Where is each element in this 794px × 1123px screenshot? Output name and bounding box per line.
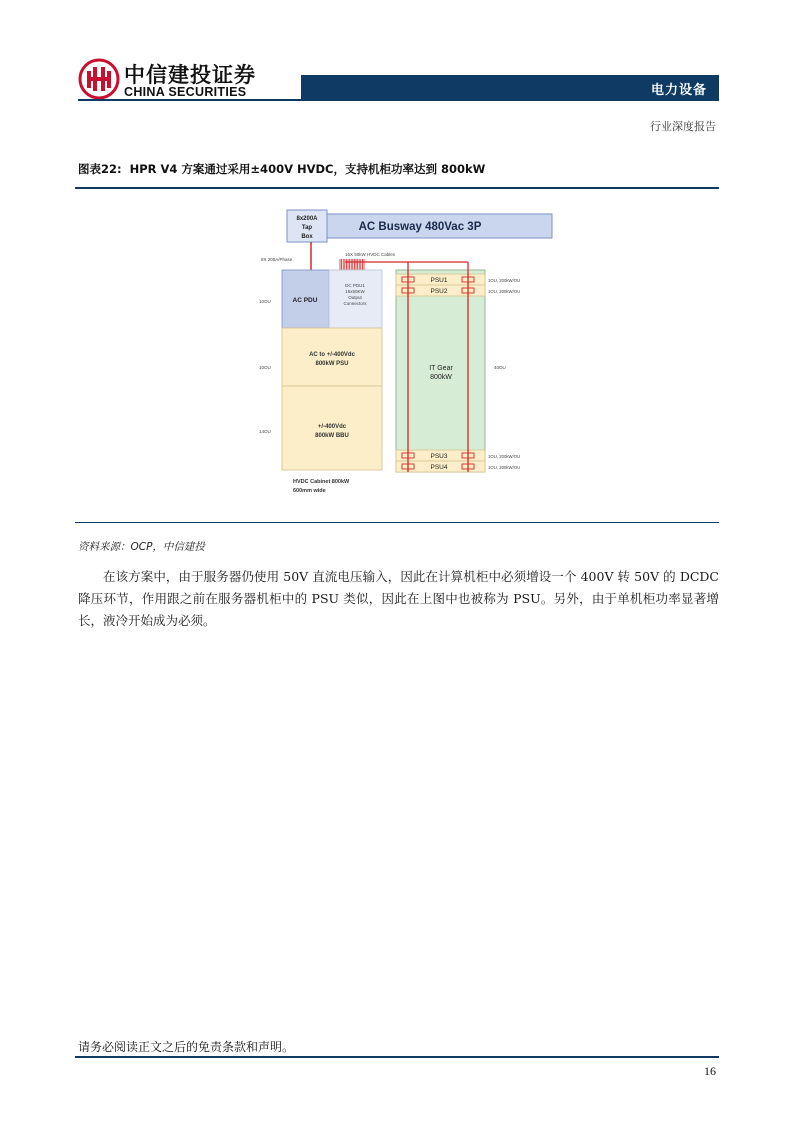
figure-bottom-rule	[75, 522, 719, 523]
ou-label-rack: 40OU	[494, 365, 506, 370]
logo-english-name: CHINA SECURITIES	[124, 85, 247, 99]
body-text	[78, 566, 719, 632]
ac-pdu-label: AC PDU	[292, 297, 318, 304]
hvdc-architecture-diagram	[255, 206, 555, 501]
psu-block-label-1: AC to +/-400Vdc	[309, 352, 355, 358]
tap-box-label-3: Box	[301, 234, 313, 240]
psu-label: PSU2	[430, 288, 448, 296]
tap-box-label-2: Tap	[301, 225, 313, 231]
logo-chinese-name: 中信建投证券	[124, 63, 256, 87]
ou-label-psu: 10OU	[259, 365, 271, 370]
psu-spec-label: 1OU, 200kW/OU	[488, 289, 521, 294]
logo-emblem-icon	[78, 58, 120, 100]
phase-label: 8X 200A/Phase	[261, 257, 293, 262]
header-divider	[78, 99, 719, 101]
psu-row	[396, 450, 520, 461]
section-title: 电力设备	[650, 83, 707, 98]
psu-spec-label: 1OU, 200kW/OU	[488, 278, 521, 283]
report-type: 行业深度报告	[650, 120, 716, 133]
dc-pdu-label-2: 16x50KW	[345, 289, 365, 294]
cables-label: 16X 50kW HVDC Cables	[345, 252, 396, 257]
psu-block-label-2: 800kW PSU	[315, 361, 349, 367]
page-number: 16	[704, 1064, 716, 1078]
psu-label: PSU1	[430, 277, 448, 285]
psu-spec-label: 1OU, 200kW/OU	[488, 465, 521, 470]
psu-row	[396, 274, 520, 285]
psu-spec-label: 1OU, 200kW/OU	[488, 454, 521, 459]
figure-caption: HPR V4 方案通过采用±400V HVDC，支持机柜功率达到 800kW	[129, 162, 486, 176]
bbu-block-label-1: +/-400Vdc	[317, 424, 347, 430]
ou-label-bbu: 14OU	[259, 429, 271, 434]
body-paragraph: 在该方案中，由于服务器仍使用 50V 直流电压输入，因此在计算机柜中必须增设一个 400V 转 50V 的 DCDC 降压环节，作用跟之前在服务器机柜中的 PSU 类似，因此在上图中也被称为 PSU。另外，由于单机柜功率显著增长，液冷开始成为必须。	[78, 569, 719, 628]
psu-label: PSU3	[430, 453, 448, 461]
tap-box-label-1: 8x200A	[296, 216, 318, 222]
dc-pdu-label-4: Connectors	[343, 301, 367, 306]
dc-pdu-label-1: DC PDU1	[345, 283, 365, 288]
psu-row	[396, 461, 520, 472]
busway-label: AC Busway 480Vac 3P	[358, 221, 482, 233]
cabinet-caption-2: 600mm wide	[293, 488, 326, 494]
disclaimer-note: 请务必阅读正文之后的免责条款和声明。	[78, 1040, 295, 1054]
figure-top-rule	[75, 187, 719, 189]
figure-number: 图表22:	[78, 162, 122, 176]
it-gear-label-2: 800kW	[430, 374, 452, 381]
figure-source: 资料来源：OCP，中信建投	[78, 541, 205, 553]
hvdc-connector-comb	[340, 259, 364, 270]
footer-divider	[75, 1056, 719, 1058]
it-gear-label-1: IT Gear	[429, 365, 453, 372]
dc-pdu-label-3: Output	[348, 295, 362, 300]
ou-label-pdu: 10OU	[259, 299, 271, 304]
cabinet-caption-1: HVDC Cabinet 800kW	[293, 479, 350, 485]
figure-title	[78, 161, 485, 177]
bbu-block-label-2: 800kW BBU	[315, 433, 349, 439]
section-banner	[301, 75, 719, 99]
psu-label: PSU4	[430, 464, 448, 472]
psu-row	[396, 285, 520, 296]
